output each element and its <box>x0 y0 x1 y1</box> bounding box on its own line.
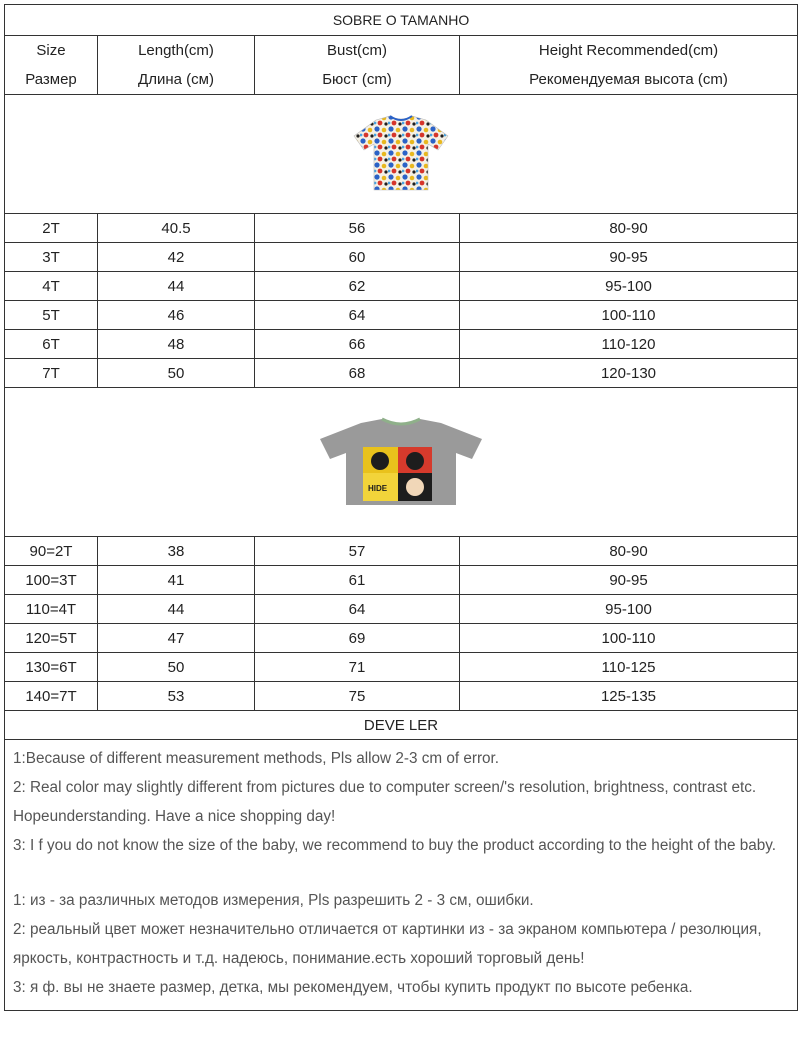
header-height: Height Recommended(cm) Рекомендуемая высота (cm) <box>460 36 798 95</box>
bust-cell: 62 <box>255 272 460 301</box>
bust-cell: 60 <box>255 243 460 272</box>
length-cell: 50 <box>98 359 255 388</box>
height-cell: 80-90 <box>460 214 798 243</box>
size-cell: 130=6T <box>5 653 98 682</box>
size-cell: 90=2T <box>5 537 98 566</box>
table-2-body <box>5 537 798 711</box>
height-cell: 120-130 <box>460 359 798 388</box>
length-cell: 38 <box>98 537 255 566</box>
bust-cell: 75 <box>255 682 460 711</box>
height-cell: 100-110 <box>460 301 798 330</box>
height-cell: 95-100 <box>460 595 798 624</box>
height-cell: 95-100 <box>460 272 798 301</box>
notes-row <box>5 740 798 1011</box>
note-ru-3: 3: я ф. вы не знаете размер, детка, мы рекомендуем, чтобы купить продукт по высоте ребенка. <box>13 979 693 996</box>
size-cell: 120=5T <box>5 624 98 653</box>
table-row <box>5 537 798 566</box>
footer-title-row <box>5 711 798 740</box>
size-cell: 140=7T <box>5 682 98 711</box>
size-table <box>4 4 798 1011</box>
size-cell: 100=3T <box>5 566 98 595</box>
length-cell: 50 <box>98 653 255 682</box>
note-ru-2: 2: реальный цвет может незначительно отличается от картинки из - за экраном компьютера / резолюция, яркость, контрастность и т.д. надеюсь, понимание.есть хороший торговый день! <box>13 921 762 967</box>
table-row <box>5 214 798 243</box>
notes-spacer <box>13 860 789 886</box>
length-cell: 41 <box>98 566 255 595</box>
note-en-2: 2: Real color may slightly different from pictures due to computer screen/'s resolution, brightness, contrast etc. Hopeunderstanding. Have a nice shopping day! <box>13 779 757 825</box>
table-row <box>5 243 798 272</box>
note-ru-1: 1: из - за различных методов измерения, Pls разрешить 2 - 3 см, ошибки. <box>13 892 534 909</box>
image-row-1 <box>5 95 798 214</box>
height-cell: 90-95 <box>460 243 798 272</box>
svg-text:HIDE: HIDE <box>368 484 388 493</box>
header-row <box>5 36 798 95</box>
size-cell: 5T <box>5 301 98 330</box>
table-row <box>5 272 798 301</box>
length-cell: 53 <box>98 682 255 711</box>
size-cell: 2T <box>5 214 98 243</box>
bust-cell: 64 <box>255 595 460 624</box>
table-title: SOBRE O TAMANHO <box>5 5 798 36</box>
length-cell: 40.5 <box>98 214 255 243</box>
footer-title: DEVE LER <box>5 711 798 740</box>
size-cell: 4T <box>5 272 98 301</box>
length-cell: 44 <box>98 595 255 624</box>
length-cell: 46 <box>98 301 255 330</box>
table-row <box>5 301 798 330</box>
length-cell: 44 <box>98 272 255 301</box>
length-cell: 47 <box>98 624 255 653</box>
height-cell: 110-120 <box>460 330 798 359</box>
bust-cell: 68 <box>255 359 460 388</box>
header-length: Length(cm) Длина (см) <box>98 36 255 95</box>
table-row <box>5 595 798 624</box>
table-row <box>5 682 798 711</box>
image-row-2 <box>5 388 798 537</box>
height-cell: 80-90 <box>460 537 798 566</box>
bust-cell: 56 <box>255 214 460 243</box>
table-title-row <box>5 5 798 36</box>
bust-cell: 69 <box>255 624 460 653</box>
note-en-3: 3: I f you do not know the size of the baby, we recommend to buy the product according to the height of the baby. <box>13 837 777 854</box>
header-size: Size Размер <box>5 36 98 95</box>
height-cell: 100-110 <box>460 624 798 653</box>
height-cell: 90-95 <box>460 566 798 595</box>
table-row <box>5 653 798 682</box>
table-row <box>5 359 798 388</box>
note-en-1: 1:Because of different measurement methods, Pls allow 2-3 cm of error. <box>13 750 500 767</box>
notes-cell <box>5 740 798 1011</box>
bust-cell: 57 <box>255 537 460 566</box>
bust-cell: 71 <box>255 653 460 682</box>
bust-cell: 66 <box>255 330 460 359</box>
length-cell: 42 <box>98 243 255 272</box>
table-row <box>5 566 798 595</box>
size-cell: 7T <box>5 359 98 388</box>
bust-cell: 64 <box>255 301 460 330</box>
size-cell: 6T <box>5 330 98 359</box>
gray-cartoon-tshirt-image <box>316 417 486 507</box>
bust-cell: 61 <box>255 566 460 595</box>
header-bust: Bust(cm) Бюст (cm) <box>255 36 460 95</box>
table-1-body <box>5 214 798 388</box>
height-cell: 125-135 <box>460 682 798 711</box>
table-row <box>5 330 798 359</box>
size-cell: 110=4T <box>5 595 98 624</box>
height-cell: 110-125 <box>460 653 798 682</box>
colorful-tshirt-image <box>346 114 456 194</box>
size-cell: 3T <box>5 243 98 272</box>
length-cell: 48 <box>98 330 255 359</box>
table-row <box>5 624 798 653</box>
